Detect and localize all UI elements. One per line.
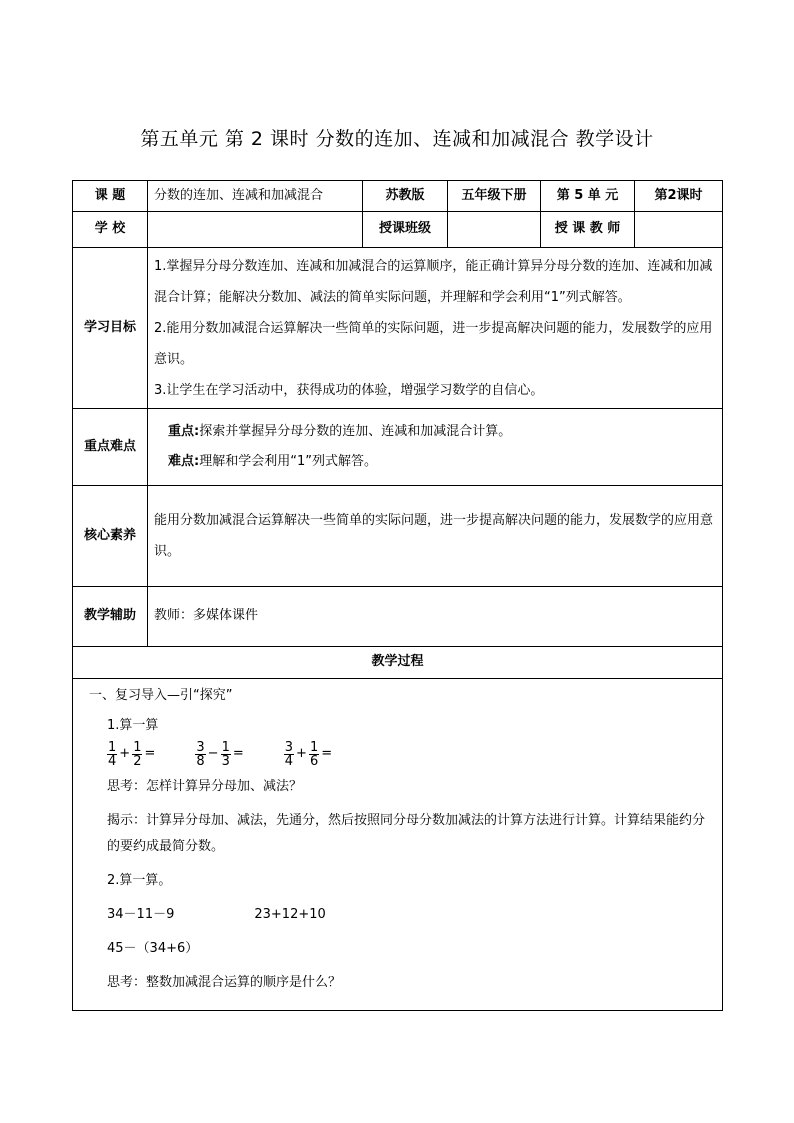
keypoints-content xyxy=(148,409,723,486)
aids-content: 教师：多媒体课件 xyxy=(148,587,723,647)
fraction-expression: $\frac{1}{4}$ + $\frac{1}{2}$ = xyxy=(108,740,156,769)
think-question-2: 思考：整数加减混合运算的顺序是什么？ xyxy=(107,975,342,990)
q2-title: 2.算一算。 xyxy=(107,873,172,888)
goal-item: 1.掌握异分母分数连加、连减和加减混合的运算顺序，能正确计算异分母分数的连加、连减和加减混合计算；能解决分数加、减法的简单实际问题，并理解和学会利用“1”列式解答。 xyxy=(154,258,713,305)
goal-item: 2.能用分数加减混合运算解决一些简单的实际问题，进一步提高解决问题的能力，发展数学的应用意识。 xyxy=(154,320,713,367)
fraction-exercises xyxy=(107,741,714,768)
goals-label: 学习目标 xyxy=(73,248,148,409)
header-row-school xyxy=(73,212,723,248)
q1-title: 1.算一算 xyxy=(107,718,159,733)
integer-expression: 34－11－9 xyxy=(107,907,175,922)
process-row xyxy=(73,679,723,1011)
class-value xyxy=(448,212,541,248)
core-label: 核心素养 xyxy=(73,486,148,587)
keypoints-label: 重点难点 xyxy=(73,409,148,486)
header-row-topic xyxy=(73,181,723,212)
goals-row xyxy=(73,248,723,409)
reveal-text: 揭示：计算异分母加、减法，先通分，然后按照同分母分数加减法的计算方法进行计算。计算结果能约分的要约成最简分数。 xyxy=(107,813,706,854)
publisher-cell: 苏教版 xyxy=(363,181,448,212)
integer-expression: 23+12+10 xyxy=(254,907,326,922)
keypoints-row xyxy=(73,409,723,486)
school-value xyxy=(148,212,363,248)
think-question-1: 思考：怎样计算异分母加、减法？ xyxy=(107,779,303,794)
aids-row xyxy=(73,587,723,647)
goal-item: 3.让学生在学习活动中，获得成功的体验，增强学习数学的自信心。 xyxy=(154,382,544,398)
unit-cell: 第 5 单 元 xyxy=(541,181,635,212)
hard-text: 理解和学会利用“1”列式解答。 xyxy=(199,454,377,469)
grade-cell: 五年级下册 xyxy=(448,181,541,212)
hard-label: 难点: xyxy=(168,454,200,469)
teacher-value xyxy=(635,212,723,248)
lesson-plan-table xyxy=(72,180,723,1011)
section1-title: 一、复习导入—引“探究” xyxy=(89,688,233,703)
teacher-label: 授 课 教 师 xyxy=(541,212,635,248)
topic-label: 课 题 xyxy=(73,181,148,212)
fraction-expression: $\frac{3}{8}$ − $\frac{1}{3}$ = xyxy=(196,740,244,769)
document-title: 第五单元 第 2 课时 分数的连加、连减和加减混合 教学设计 xyxy=(140,128,654,150)
aids-label: 教学辅助 xyxy=(73,587,148,647)
fraction-expression: $\frac{3}{4}$ + $\frac{1}{6}$ = xyxy=(284,740,333,769)
key-text: 探索并掌握异分母分数的连加、连减和加减混合计算。 xyxy=(199,424,512,439)
key-label: 重点: xyxy=(168,424,200,439)
integer-expression: 45－（34+6） xyxy=(107,941,199,956)
process-heading-row xyxy=(73,647,723,679)
goals-content xyxy=(148,248,723,409)
core-content: 能用分数加减混合运算解决一些简单的实际问题，进一步提高解决问题的能力，发展数学的应用意识。 xyxy=(148,486,723,587)
process-heading: 教学过程 xyxy=(73,647,723,679)
process-content xyxy=(73,679,723,1011)
school-label: 学 校 xyxy=(73,212,148,248)
integer-exercises xyxy=(107,902,714,928)
lesson-cell: 第2课时 xyxy=(635,181,723,212)
class-label: 授课班级 xyxy=(363,212,448,248)
topic-value: 分数的连加、连减和加减混合 xyxy=(148,181,363,212)
core-row xyxy=(73,486,723,587)
